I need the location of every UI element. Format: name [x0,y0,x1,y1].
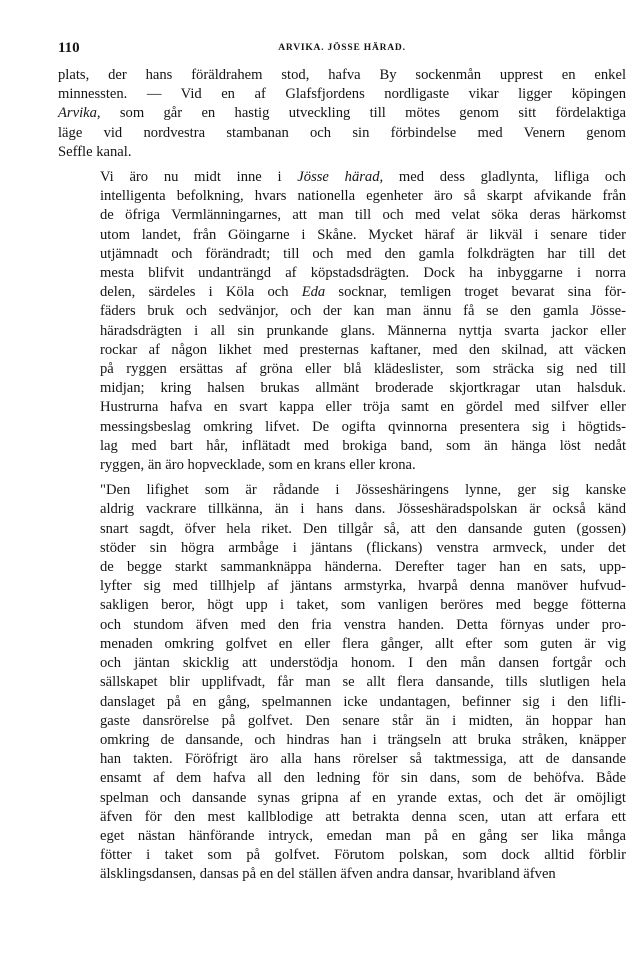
text-line: omkring de dansande, och hindras han i trängseln att bruka stråken, knäpper [100,731,626,748]
book-page [58,40,626,891]
text-line: delen, särdeles i Köla och Eda socknar, temligen troget bevarat sina för- [100,284,626,301]
text-line: Seffle kanal. [58,143,132,160]
text-line: häradsdrägten i all sin prunkande glans. Männerna nyttja svarta jackor eller [100,322,626,339]
text-line: utjämnadt och förändradt; till och med den gamla folkdrägten har till det [100,245,626,262]
text-line: på ryggen ersättas af gröna eller blå klädeslister, som sträcka sig ned till [100,361,626,378]
text-line: Vi äro nu midt inne i Jösse härad, med dess gladlynta, lifliga och [100,169,626,186]
text-line: äfven för den mest kallblodige att betrakta denna scen, utan att erfara ett [100,808,626,825]
text-line: midjan; kring halsen brukas allmänt broderade skjortkragar utan halsduk. [100,380,626,397]
text-line: snart sagdt, öfver hela riket. Den tillgår så, att den dansande guten (gossen) [100,520,626,537]
text-line: de begge starkt sammanknäppa händerna. Derefter tager han en sats, upp- [100,559,626,576]
text-line: "Den lifighet som är rådande i Jösseshäringens lynne, ger sig kanske [100,482,626,499]
running-head [58,40,626,62]
text-line: sakligen beror, högt upp i taket, som vanligen beröres med begge fötterna [100,597,626,614]
text-line: messingsbeslag omkring lifvet. De ogifta qvinnorna presentera sig i högtids- [100,418,626,435]
text-line: aldrig vackrare tillkänna, än i hans dans. Jösseshäradspolskan är också känd [100,501,626,518]
text-line: Arvika, som går en hastig utveckling till mötes genom sitt fördelaktiga [58,105,626,122]
text-line: Hustrurna hafva en svart kappa eller tröja samt en gördel med silfver eller [100,399,626,416]
text-line: han takten. Föröfrigt äro alla hans rörelser så taktmessiga, att de dansande [100,751,626,768]
text-line: ryggen, än äro hopvecklade, som en krans eller krona. [100,457,416,474]
text-line: fötter i taket som på golfvet. Förutom polskan, som dock alltid förblir [100,847,626,864]
text-line: läge vid nordvestra stambanan och sin förbindelse med Venern genom [58,124,626,141]
page-number: 110 [58,40,80,56]
text-line: intelligenta befolkning, hvars nationella egenheter äro så skarpt afvikande från [100,188,626,205]
text-line: ensamt af dem hafva all den ledning för sin dans, som de behöfva. Både [100,770,626,787]
text-line: utom landet, från Göingarne i Skåne. Mycket häraf är likväl i senare tider [100,226,626,243]
text-line: de öfriga Vermlänningarnes, att man till och med velat söka deras härkomst [100,207,626,224]
paragraph [58,168,626,475]
running-title: ARVIKA. JÖSSE HÄRAD. [278,43,406,53]
text-line: menaden omkring golfvet en eller flera gånger, allt efter som guten är vig [100,635,626,652]
text-line: mesta blifvit undanträngd af köpstadsdrägten. Dock ha inbyggarne i norra [100,265,626,282]
text-line: sällskapet blir upplifvadt, får man se allt flera dansande, tills slutligen hela [100,674,626,691]
text-line: minnessten. — Vid en af Glafsfjordens nordligaste vikar ligger köpingen [58,86,626,103]
text-line: fäders bruk och sedvänjor, och der kan man ännu få se den gamla Jösse- [100,303,626,320]
text-line: plats, der hans föräldrahem stod, hafva By sockenmån upprest en enkel [58,67,626,83]
text-line: och jäntan skicklig att understödja honom. I den mån dansen fortgår och [100,655,626,672]
paragraph [58,66,626,162]
text-line: gaste dansrörelse på golfvet. Den senare står än i midten, än hoppar han [100,712,626,729]
text-line: danslaget på en gång, spelmannen icke undantagen, befinner sig i den lifli- [100,693,626,710]
text-line: spelman och dansande synas gripna af en yrande extas, och det är omöjligt [100,789,626,806]
text-line: lag med bart hår, inflätadt med brokiga band, som än hänga löst nedåt [100,437,626,454]
text-line: älsklingsdansen, dansas på en del ställen äfven andra dansar, hvaribland äfven [100,866,556,883]
text-line: lyfter sig med tillhjelp af jäntans armstyrka, hvarpå denna manöver hufvud- [100,578,626,595]
text-line: stöder sin högra armbåge i jäntans (flickans) venstra armveck, under det [100,539,626,556]
paragraph [58,481,626,884]
text-line: rockar af någon likhet med presternas kaftaner, med den skilnad, att väcken [100,341,626,358]
body-text [58,66,626,885]
text-line: eget nästan hänförande intryck, emedan man på en gång ser lika många [100,827,626,844]
text-line: och stundom äfven med den fria venstra handen. Detta förnyas under pro- [100,616,626,633]
